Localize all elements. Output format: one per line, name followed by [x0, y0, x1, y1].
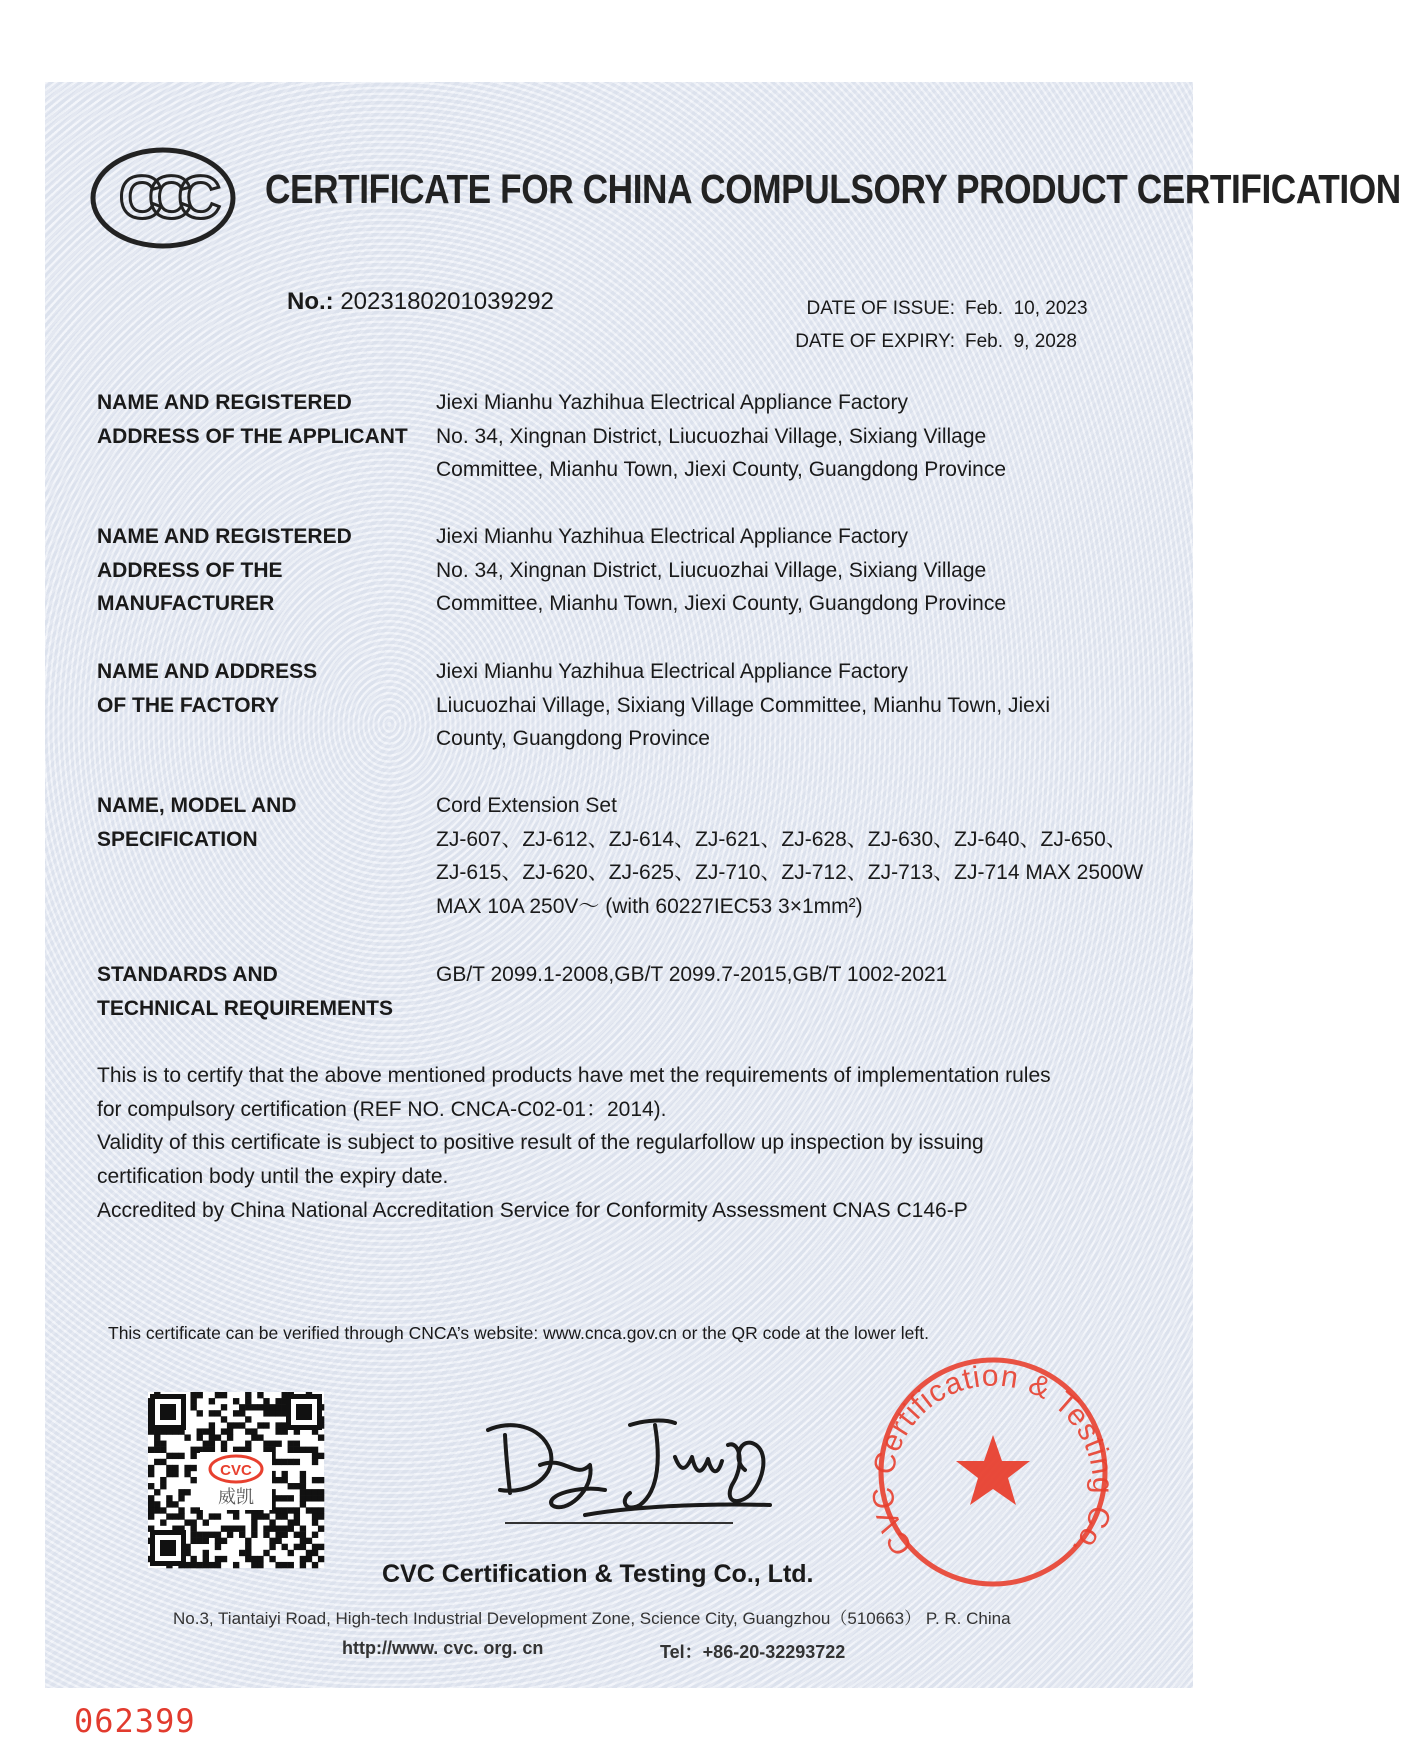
- signature-line: [505, 1522, 733, 1524]
- manufacturer-line: Jiexi Mianhu Yazhihua Electrical Appliance Factory: [436, 525, 908, 548]
- certification-statement: [97, 1059, 1157, 1228]
- applicant-label: ADDRESS OF THE APPLICANT: [97, 424, 408, 448]
- standards-label: STANDARDS AND: [97, 963, 278, 986]
- qr-badge-text: 威凯: [218, 1487, 254, 1508]
- applicant-line: Jiexi Mianhu Yazhihua Electrical Appliance Factory: [436, 391, 908, 414]
- statement-line: Validity of this certificate is subject to positive result of the regularfollow up inspection by issuing: [97, 1131, 984, 1155]
- serial-number: 062399: [74, 1702, 196, 1740]
- signature: [470, 1395, 790, 1525]
- certificate-title: CERTIFICATE FOR CHINA COMPULSORY PRODUCT CERTIFICATION: [265, 166, 1401, 212]
- certificate-number-value: 2023180201039292: [340, 288, 554, 315]
- expiry-date-label: DATE OF EXPIRY:: [795, 331, 955, 352]
- certificate-dates: [780, 292, 1088, 358]
- manufacturer-label: ADDRESS OF THE: [97, 558, 283, 582]
- standards-line: GB/T 2099.1-2008,GB/T 2099.7-2015,GB/T 1002-2021: [436, 963, 948, 986]
- ccc-logo: [88, 146, 238, 255]
- applicant-label: NAME AND REGISTERED: [97, 391, 352, 414]
- product-label: SPECIFICATION: [97, 827, 258, 851]
- statement-line: for compulsory certification (REF NO. CNCA-C02-01：2014).: [97, 1097, 667, 1121]
- factory-line: Jiexi Mianhu Yazhihua Electrical Appliance Factory: [436, 660, 908, 683]
- applicant-line: No. 34, Xingnan District, Liucuozhai Village, Sixiang Village: [436, 424, 987, 448]
- statement-line: certification body until the expiry date.: [97, 1165, 449, 1189]
- product-line: ZJ-615、ZJ-620、ZJ-625、ZJ-710、ZJ-712、ZJ-713、ZJ-714 MAX 2500W: [436, 861, 1144, 884]
- issuer-company: CVC Certification & Testing Co., Ltd.: [382, 1560, 814, 1588]
- star-icon: [956, 1435, 1030, 1505]
- factory-label: OF THE FACTORY: [97, 693, 280, 717]
- certificate-number: [287, 288, 554, 316]
- seal-text: CVC Certification & Testing Co.: [868, 1359, 1118, 1565]
- standards-label: TECHNICAL REQUIREMENTS: [97, 996, 393, 1020]
- issuer-address: No.3, Tiantaiyi Road, High-tech Industrial Development Zone, Science City, Guangzhou（510663） P. R. China: [173, 1609, 1011, 1628]
- applicant-line: Committee, Mianhu Town, Jiexi County, Guangdong Province: [436, 458, 1007, 481]
- qr-badge-logo: CVC: [220, 1462, 252, 1479]
- verification-note: This certificate can be verified through CNCA’s website: www.cnca.gov.cn or the QR code at the lower left.: [108, 1323, 929, 1343]
- expiry-date-value: Feb. 9, 2028: [965, 331, 1077, 352]
- manufacturer-label: MANUFACTURER: [97, 592, 275, 615]
- manufacturer-line: No. 34, Xingnan District, Liucuozhai Village, Sixiang Village: [436, 558, 987, 582]
- product-line: ZJ-607、ZJ-612、ZJ-614、ZJ-621、ZJ-628、ZJ-630、ZJ-640、ZJ-650、: [436, 827, 1127, 851]
- product-label: NAME, MODEL AND: [97, 794, 297, 817]
- certificate-number-label: No.:: [287, 288, 334, 315]
- product-line: MAX 10A 250V～ (with 60227IEC53 3×1mm²): [436, 894, 863, 918]
- manufacturer-line: Committee, Mianhu Town, Jiexi County, Guangdong Province: [436, 592, 1007, 615]
- factory-line: County, Guangdong Province: [436, 727, 710, 750]
- issuer-phone: Tel：+86-20-32293722: [660, 1642, 846, 1662]
- issue-date-value: Feb. 10, 2023: [965, 298, 1088, 319]
- statement-line: Accredited by China National Accreditation Service for Conformity Assessment CNAS C146-P: [97, 1198, 968, 1222]
- issue-date-label: DATE OF ISSUE:: [806, 298, 955, 319]
- manufacturer-label: NAME AND REGISTERED: [97, 525, 352, 548]
- issuer-website[interactable]: http://www. cvc. org. cn: [342, 1638, 544, 1658]
- statement-line: This is to certify that the above mentioned products have met the requirements of implementation rules: [97, 1064, 1051, 1087]
- factory-line: Liucuozhai Village, Sixiang Village Committee, Mianhu Town, Jiexi: [436, 693, 1051, 717]
- product-line: Cord Extension Set: [436, 794, 617, 817]
- qr-code[interactable]: [148, 1392, 324, 1573]
- company-seal: [868, 1347, 1118, 1602]
- svg-text:CCC: CCC: [119, 164, 207, 231]
- factory-label: NAME AND ADDRESS: [97, 660, 318, 683]
